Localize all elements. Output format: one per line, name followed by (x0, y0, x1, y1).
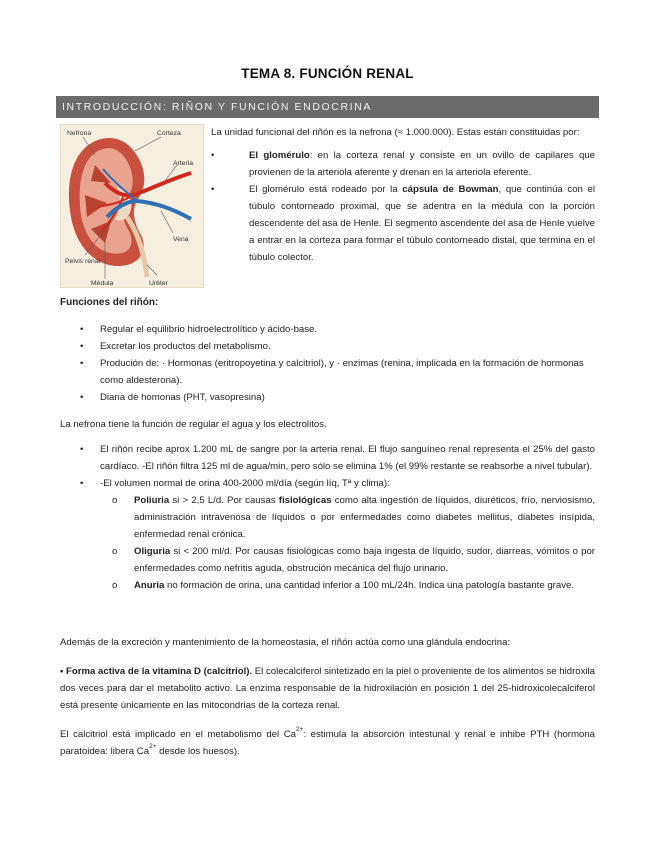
bowman-desc: , que continúa con el túbulo contorneado proximal, que se adentra en la médula con la porción descendente del asa de Henle. El segmento ascendente del asa de Henle vuelve a entrar en la corteza para formar el túbulo contorneado distal, que termina en el túbulo colector. (249, 184, 596, 263)
section-header: INTRODUCCIÓN: RIÑON Y FUNCIÓN ENDOCRINA (56, 96, 599, 118)
figure-label-vena: Vena (173, 236, 189, 243)
calcitriol-text-b: : estimula la absorción intestunal y renal e inhibe PTH (hormona paratoidea: libera Ca (60, 729, 595, 757)
list-item: • Excretar los productos del metabolismo. (80, 338, 595, 355)
bullet-marker: • (60, 666, 64, 677)
funcion-item: Excretar los productos del metabolismo. (100, 341, 271, 352)
anuria-term: Anuria (134, 580, 165, 591)
poliuria-desc-b: como alta ingestión de líquidos, diuréticos, frío, nerviosismo, administración intravenosa de líquidos o por enfermedades como diabetes mellitus, diabetes insípida, enfermedad renal crónica. (134, 495, 595, 540)
figure-label-pelvis: Pelvis renal (65, 258, 101, 265)
nefrona-paragraph: La nefrona tiene la función de regular el agua y los electrolitos. (60, 419, 327, 430)
list-item: • Produción de: · Hormonas (eritropoyetina y calcitriol), y · enzimas (renina, implicada en la formación de hormonas como aldesterona). (80, 355, 595, 389)
glomerulo-term: El glomérulo (249, 150, 310, 161)
volumen-item: -El volumen normal de orina 400-2000 ml/día (según líq, Tª y clima): (100, 478, 390, 489)
funciones-list (80, 321, 595, 406)
flujo-item: El riñón recibe aprox 1.200 mL de sangre por la arteria renal. El flujo sanguíneo renal representa el 25% del gasto cardíaco. -El riñón filtra 125 ml de agua/min, pero sólo se elimina 1% (el 99% restante se reabsorbe a nivel tubular). (100, 444, 595, 472)
funcion-item: Diana de homonas (PHT, vasopresina) (100, 392, 265, 403)
list-item: • Regular el equilibrio hidroelectrolítico y ácido-base. (80, 321, 595, 338)
intro-paragraph: La unidad funcional del riñón es la nefrona (≈ 1.000.000). Estas están constituidas por: (211, 127, 580, 138)
poliuria-term: Poliuria (134, 495, 170, 506)
funciones-heading: Funciones del riñón: (60, 297, 159, 308)
excrecion-paragraph: Además de la excreción y mantenimiento de la homeostasia, el riñón actúa como una glándula endocrina: (60, 637, 511, 648)
intro-bullet-bowman (211, 181, 595, 266)
figure-label-ureter: Uréter (149, 280, 168, 287)
calcitriol-text-a: El calcitriol está implicado en el metabolismo del Ca (60, 729, 297, 740)
sublist-item-oliguria: o Oliguria si < 200 ml/d. Por causas fisiológicas como baja ingesta de líquido, sudor, diarreas, vómitos o por enfermedades como nefritis aguda, obstrución mecánica del flujo urinario. (112, 546, 595, 574)
superscript: 2+ (296, 726, 304, 733)
vitamina-d-paragraph (60, 663, 595, 714)
fisiologicas-term: fisiológicas (278, 495, 332, 506)
vitamina-d-term: Forma activa de la vitamina D (calcitriol). (66, 666, 253, 677)
list-item: • Diana de homonas (PHT, vasopresina) (80, 389, 595, 406)
sublist-item-anuria: o Anuria no formación de orina, una cantidad inferior a 100 mL/24h. Indica una patología bastante grave. (112, 580, 574, 591)
bullet-marker: • (211, 150, 215, 161)
figure-label-corteza: Corteza (157, 130, 181, 137)
kidney-illustration (61, 125, 203, 287)
funcion-item: Regular el equilibrio hidroelectrolítico y ácido-base. (100, 324, 318, 335)
bowman-term: cápsula de Bowman (402, 184, 499, 195)
glomerulo-desc: : en la corteza renal y consiste en un ovillo de capilares que provienen de la arteriola aferente y drenan en la arteriola eferente. (249, 150, 595, 178)
vitamina-d-desc: El colecalciferol sintetizado en la piel o proveniente de los alimentos se hidroxila dos veces para dar el metabolito activo. La enzima responsable de la hidroxilación en posición 1 del 25-hidroxicolecalciferol está presente únicamente en las mitocondrias de la corteza renal. (60, 666, 596, 711)
oliguria-term: Oliguria (134, 546, 171, 557)
bullet-marker: • (211, 184, 215, 195)
figure-label-arteria: Arteria (173, 160, 194, 167)
kidney-figure (60, 124, 204, 288)
figure-label-nefrona: Nefrona (67, 130, 92, 137)
list-item: • El riñón recibe aprox 1.200 mL de sangre por la arteria renal. El flujo sanguíneo renal representa el 25% del gasto cardíaco. -El riñón filtra 125 ml de agua/min, pero sólo se elimina 1% (el 99% restante se reabsorbe a nivel tubular). (80, 441, 595, 475)
list-item: • -El volumen normal de orina 400-2000 ml/día (según líq, Tª y clima): (80, 475, 595, 492)
calcitriol-text-c: desde los huesos). (156, 746, 240, 757)
oliguria-desc: si < 200 ml/d. Por causas fisiológicas como baja ingesta de líquido, sudor, diarreas, vómitos o por enfermedades como nefritis aguda, obstrución mecánica del flujo urinario. (134, 546, 595, 574)
funcion-item: Produción de: · Hormonas (eritropoyetina y calcitriol), y · enzimas (renina, implicada en la formación de hormonas como aldesterona). (100, 358, 584, 386)
anuria-desc: no formación de orina, una cantidad inferior a 100 mL/24h. Indica una patología bastante grave. (164, 580, 574, 591)
sublist-item-poliuria: o Poliuria si > 2,5 L/d. Por causas fisiológicas como alta ingestión de líquidos, diuréticos, frío, nerviosismo, administración intravenosa de líquidos o por enfermedades como diabetes mellitus, diabetes insípida, enfermedad renal crónica. (112, 495, 595, 540)
flujo-list (80, 441, 595, 594)
calcitriol-paragraph (60, 726, 595, 760)
figure-label-medula: Médula (91, 280, 114, 287)
poliuria-desc-a: si > 2,5 L/d. Por causas (169, 495, 279, 506)
intro-bullet-glomerulo (211, 147, 595, 181)
bowman-pre: El glomérulo está rodeado por la (249, 184, 403, 195)
page-title: TEMA 8. FUNCIÓN RENAL (241, 66, 414, 81)
intro-text (211, 124, 595, 266)
superscript: 2+ (149, 743, 157, 750)
